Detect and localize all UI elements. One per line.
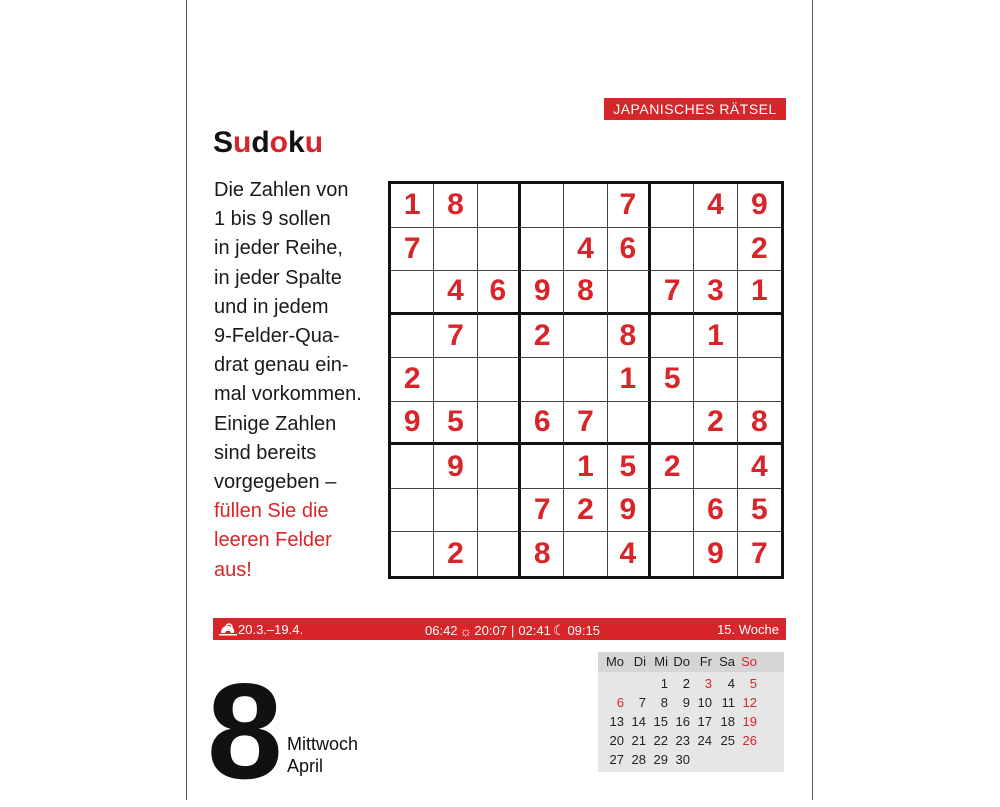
calendar-day: 10 (697, 695, 712, 710)
calendar-day: 28 (631, 752, 646, 767)
instruction-line: und in jedem (214, 295, 329, 318)
calendar-day: 16 (675, 714, 690, 729)
calendar-day: 15 (653, 714, 668, 729)
sudoku-empty-cell[interactable] (478, 489, 521, 533)
sudoku-given-cell[interactable]: 9 (434, 445, 477, 489)
moon-icon: ☾ (552, 622, 566, 638)
sudoku-given-cell[interactable]: 7 (391, 228, 434, 272)
title-part: k (288, 126, 305, 159)
sudoku-given-cell[interactable]: 4 (564, 228, 607, 272)
calendar-day: 30 (675, 752, 690, 767)
sudoku-empty-cell[interactable] (521, 184, 564, 228)
moonrise-time: 02:41 (518, 623, 551, 638)
week-number: 15. Woche (717, 622, 779, 637)
sudoku-given-cell[interactable]: 4 (608, 532, 651, 576)
sudoku-grid (388, 181, 784, 579)
weekday-header: Di (633, 654, 646, 669)
sudoku-empty-cell[interactable] (564, 184, 607, 228)
sudoku-given-cell[interactable]: 2 (434, 532, 477, 576)
sunrise-time: 06:42 (425, 623, 458, 638)
calendar-day: 12 (742, 695, 757, 710)
calendar-day: 14 (631, 714, 646, 729)
calendar-day: 17 (697, 714, 712, 729)
sudoku-empty-cell[interactable] (434, 228, 477, 272)
sudoku-empty-cell[interactable] (478, 532, 521, 576)
instruction-line: in jeder Reihe, (214, 237, 343, 260)
mini-calendar (598, 652, 784, 772)
instruction-line-highlight: aus! (214, 558, 252, 581)
sudoku-given-cell[interactable]: 4 (738, 445, 781, 489)
sudoku-empty-cell[interactable] (391, 445, 434, 489)
sudoku-empty-cell[interactable] (521, 445, 564, 489)
sudoku-empty-cell[interactable] (478, 228, 521, 272)
sudoku-empty-cell[interactable] (694, 358, 737, 402)
sudoku-given-cell[interactable]: 9 (391, 402, 434, 446)
calendar-day: 8 (660, 695, 668, 710)
sudoku-given-cell[interactable]: 3 (694, 271, 737, 315)
instruction-line: vorgegeben – (214, 471, 337, 494)
weekday-header: Mi (654, 654, 668, 669)
sudoku-given-cell[interactable]: 7 (651, 271, 694, 315)
sudoku-given-cell[interactable]: 9 (521, 271, 564, 315)
sudoku-empty-cell[interactable] (391, 532, 434, 576)
sudoku-empty-cell[interactable] (391, 271, 434, 315)
sudoku-empty-cell[interactable] (434, 489, 477, 533)
sudoku-empty-cell[interactable] (521, 358, 564, 402)
title-part: o (269, 126, 288, 159)
title-part: S (213, 126, 234, 159)
calendar-day: 26 (742, 733, 757, 748)
sudoku-given-cell[interactable]: 4 (694, 184, 737, 228)
sudoku-empty-cell[interactable] (651, 228, 694, 272)
sudoku-empty-cell[interactable] (478, 402, 521, 446)
calendar-day: 29 (653, 752, 668, 767)
sudoku-empty-cell[interactable] (738, 315, 781, 359)
separator: | (510, 623, 515, 638)
sudoku-given-cell[interactable]: 5 (738, 489, 781, 533)
day-number: 8 (207, 655, 283, 807)
sudoku-empty-cell[interactable] (478, 184, 521, 228)
sudoku-given-cell[interactable]: 5 (434, 402, 477, 446)
sudoku-empty-cell[interactable] (608, 271, 651, 315)
sudoku-given-cell[interactable]: 6 (608, 228, 651, 272)
sudoku-given-cell[interactable]: 7 (434, 315, 477, 359)
instruction-line: sind bereits (214, 441, 317, 464)
instruction-line: in jeder Spalte (214, 266, 342, 289)
calendar-day: 18 (720, 714, 735, 729)
sudoku-given-cell[interactable]: 1 (391, 184, 434, 228)
sudoku-empty-cell[interactable] (564, 532, 607, 576)
sudoku-given-cell[interactable]: 8 (521, 532, 564, 576)
sudoku-given-cell[interactable]: 9 (694, 532, 737, 576)
sudoku-empty-cell[interactable] (651, 402, 694, 446)
sudoku-given-cell[interactable]: 2 (521, 315, 564, 359)
sudoku-empty-cell[interactable] (564, 315, 607, 359)
sudoku-given-cell[interactable]: 4 (434, 271, 477, 315)
calendar-day: 1 (660, 676, 668, 691)
weekday-header: Mo (605, 654, 624, 669)
sudoku-empty-cell[interactable] (391, 315, 434, 359)
sudoku-given-cell[interactable]: 6 (694, 489, 737, 533)
weekday: Mittwoch (287, 734, 359, 754)
sudoku-empty-cell[interactable] (478, 315, 521, 359)
sudoku-given-cell[interactable]: 7 (564, 402, 607, 446)
sunset-time: 20:07 (474, 623, 507, 638)
aries-ram-icon (219, 621, 237, 637)
sudoku-empty-cell[interactable] (478, 445, 521, 489)
instruction-line-highlight: leeren Felder (214, 529, 332, 552)
sudoku-given-cell[interactable]: 8 (434, 184, 477, 228)
sudoku-given-cell[interactable]: 7 (608, 184, 651, 228)
info-bar (213, 618, 786, 640)
sudoku-given-cell[interactable]: 6 (478, 271, 521, 315)
sudoku-given-cell[interactable]: 1 (564, 445, 607, 489)
calendar-day: 22 (653, 733, 668, 748)
calendar-day: 6 (616, 695, 624, 710)
calendar-day: 25 (720, 733, 735, 748)
calendar-day: 2 (682, 676, 690, 691)
sudoku-given-cell[interactable]: 7 (521, 489, 564, 533)
calendar-day: 5 (749, 676, 757, 691)
calendar-day: 11 (721, 695, 735, 710)
sun-moon-times (425, 622, 600, 639)
calendar-day: 24 (697, 733, 712, 748)
calendar-day: 21 (631, 733, 646, 748)
sudoku-given-cell[interactable]: 6 (521, 402, 564, 446)
sudoku-empty-cell[interactable] (694, 445, 737, 489)
sudoku-empty-cell[interactable] (434, 358, 477, 402)
sudoku-given-cell[interactable]: 1 (738, 271, 781, 315)
sudoku-given-cell[interactable]: 2 (651, 445, 694, 489)
sudoku-given-cell[interactable]: 8 (738, 402, 781, 446)
calendar-day: 27 (609, 752, 624, 767)
sudoku-given-cell[interactable]: 9 (738, 184, 781, 228)
weekday-header: Do (673, 654, 690, 669)
sudoku-empty-cell[interactable] (608, 402, 651, 446)
sudoku-empty-cell[interactable] (738, 358, 781, 402)
calendar-day: 23 (675, 733, 690, 748)
calendar-day: 9 (682, 695, 690, 710)
sudoku-empty-cell[interactable] (564, 358, 607, 402)
sudoku-given-cell[interactable]: 2 (391, 358, 434, 402)
calendar-day: 20 (609, 733, 624, 748)
sudoku-empty-cell[interactable] (651, 532, 694, 576)
sudoku-given-cell[interactable]: 8 (608, 315, 651, 359)
sudoku-given-cell[interactable]: 1 (608, 358, 651, 402)
sudoku-empty-cell[interactable] (478, 358, 521, 402)
sudoku-empty-cell[interactable] (651, 489, 694, 533)
instruction-line: mal vorkommen. (214, 383, 362, 406)
month: April (287, 756, 324, 776)
sun-icon: ☼ (459, 622, 473, 639)
calendar-day: 7 (638, 695, 646, 710)
puzzle-title (213, 126, 323, 160)
moonset-time: 09:15 (567, 623, 600, 638)
instruction-line-highlight: füllen Sie die (214, 500, 329, 523)
category-tag: JAPANISCHES RÄTSEL (604, 98, 786, 120)
sudoku-empty-cell[interactable] (391, 489, 434, 533)
instruction-line: 1 bis 9 sollen (214, 208, 331, 231)
calendar-day: 3 (704, 676, 712, 691)
calendar-day: 13 (609, 714, 624, 729)
puzzle-instructions (214, 176, 384, 585)
sudoku-given-cell[interactable]: 2 (738, 228, 781, 272)
sudoku-given-cell[interactable]: 8 (564, 271, 607, 315)
sudoku-empty-cell[interactable] (694, 228, 737, 272)
weekday-header: Sa (719, 654, 735, 669)
instruction-line: Einige Zahlen (214, 412, 337, 435)
sudoku-empty-cell[interactable] (521, 228, 564, 272)
calendar-day: 4 (727, 676, 735, 691)
calendar-day: 19 (742, 714, 757, 729)
sudoku-given-cell[interactable]: 2 (694, 402, 737, 446)
title-part: u (233, 126, 252, 159)
sudoku-given-cell[interactable]: 5 (651, 358, 694, 402)
sudoku-given-cell[interactable]: 5 (608, 445, 651, 489)
sudoku-empty-cell[interactable] (651, 184, 694, 228)
weekday-header: Fr (699, 654, 712, 669)
title-part: u (304, 126, 324, 159)
sudoku-given-cell[interactable]: 1 (694, 315, 737, 359)
instruction-line: drat genau ein- (214, 354, 349, 377)
title-part: d (251, 126, 270, 159)
sudoku-empty-cell[interactable] (651, 315, 694, 359)
weekday-header: So (741, 654, 757, 669)
instruction-line: 9-Felder-Qua- (214, 325, 340, 348)
sudoku-given-cell[interactable]: 7 (750, 537, 768, 571)
sudoku-given-cell[interactable]: 2 (564, 489, 607, 533)
sudoku-given-cell[interactable]: 9 (608, 489, 651, 533)
instruction-line: Die Zahlen von (214, 179, 349, 201)
zodiac-range: 20.3.–19.4. (238, 622, 304, 637)
